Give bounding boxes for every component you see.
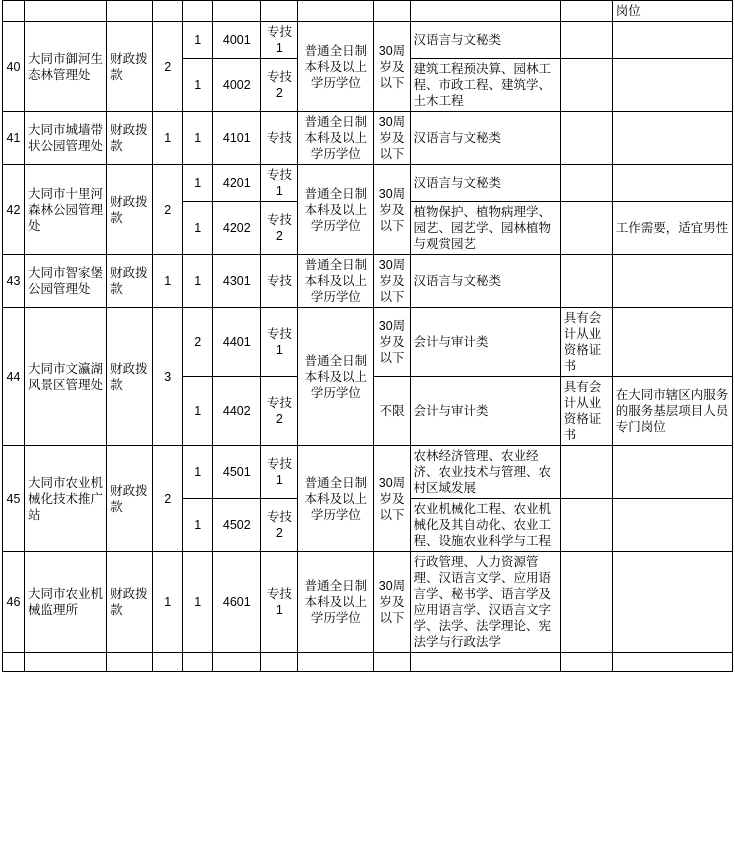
- cell-total: 1: [153, 552, 183, 653]
- cell-count: 1: [183, 377, 213, 446]
- cell-cert: [560, 552, 612, 653]
- cell-edu: 普通全日制本科及以上学历学位: [298, 255, 374, 308]
- cell-post: 专技2: [261, 377, 298, 446]
- cell-total: 1: [153, 112, 183, 165]
- cell-fund: 财政拨款: [107, 446, 153, 552]
- cell-unit: 大同市农业机械化技术推广站: [25, 446, 107, 552]
- table-row: [3, 255, 733, 308]
- cell-count: 1: [183, 499, 213, 552]
- cell-age: [374, 1, 410, 22]
- cell-post: [261, 653, 298, 672]
- table-row: [3, 165, 733, 202]
- cell-age: 30周岁及以下: [374, 112, 410, 165]
- cell-note: [612, 165, 732, 202]
- cell-total: [153, 653, 183, 672]
- cell-no: 43: [3, 255, 25, 308]
- cell-fund: [107, 653, 153, 672]
- cell-note: [612, 22, 732, 59]
- cell-code: 4601: [213, 552, 261, 653]
- position-table: [2, 0, 733, 672]
- cell-count: 1: [183, 202, 213, 255]
- cell-unit: 大同市农业机械监理所: [25, 552, 107, 653]
- cell-cert: [560, 499, 612, 552]
- cell-unit: [25, 653, 107, 672]
- cell-post: 专技1: [261, 22, 298, 59]
- cell-count: [183, 1, 213, 22]
- cell-fund: 财政拨款: [107, 165, 153, 255]
- cell-post: 专技: [261, 112, 298, 165]
- cell-fund: [107, 1, 153, 22]
- cell-age: 不限: [374, 377, 410, 446]
- cell-unit: [25, 1, 107, 22]
- cell-code: 4001: [213, 22, 261, 59]
- cell-edu: 普通全日制本科及以上学历学位: [298, 165, 374, 255]
- cell-note: 在大同市辖区内服务的服务基层项目人员专门岗位: [612, 377, 732, 446]
- cell-age: 30周岁及以下: [374, 255, 410, 308]
- cell-code: 4101: [213, 112, 261, 165]
- cell-no: 45: [3, 446, 25, 552]
- cell-major: 汉语言与文秘类: [410, 22, 560, 59]
- cell-edu: [298, 653, 374, 672]
- cell-cert: [560, 653, 612, 672]
- cell-total: [153, 1, 183, 22]
- cell-note: [612, 499, 732, 552]
- cell-total: 2: [153, 22, 183, 112]
- cell-note: [612, 552, 732, 653]
- cell-note: 工作需要，适宜男性: [612, 202, 732, 255]
- cell-code: [213, 1, 261, 22]
- cell-major: 植物保护、植物病理学、园艺、园艺学、园林植物与观赏园艺: [410, 202, 560, 255]
- cell-post: 专技: [261, 255, 298, 308]
- cell-major: 会计与审计类: [410, 377, 560, 446]
- table-row-partial: [3, 1, 733, 22]
- cell-unit: 大同市城墙带状公园管理处: [25, 112, 107, 165]
- cell-note: [612, 112, 732, 165]
- cell-age: [374, 653, 410, 672]
- cell-no: 40: [3, 22, 25, 112]
- cell-major: 汉语言与文秘类: [410, 255, 560, 308]
- cell-count: 1: [183, 255, 213, 308]
- cell-post: 专技2: [261, 202, 298, 255]
- cell-note: [612, 255, 732, 308]
- cell-cert: [560, 446, 612, 499]
- cell-no: 42: [3, 165, 25, 255]
- cell-edu: 普通全日制本科及以上学历学位: [298, 112, 374, 165]
- cell-count: [183, 653, 213, 672]
- cell-age: 30周岁及以下: [374, 22, 410, 112]
- cell-fund: 财政拨款: [107, 552, 153, 653]
- cell-count: 1: [183, 446, 213, 499]
- cell-count: 1: [183, 165, 213, 202]
- cell-note: 岗位: [612, 1, 732, 22]
- cell-note: [612, 308, 732, 377]
- cell-count: 1: [183, 59, 213, 112]
- cell-fund: 财政拨款: [107, 22, 153, 112]
- cell-major: 农业机械化工程、农业机械化及其自动化、农业工程、设施农业科学与工程: [410, 499, 560, 552]
- cell-no: 41: [3, 112, 25, 165]
- cell-cert: [560, 1, 612, 22]
- cell-count: 1: [183, 112, 213, 165]
- cell-unit: 大同市智家堡公园管理处: [25, 255, 107, 308]
- cell-no: [3, 653, 25, 672]
- cell-age: 30周岁及以下: [374, 308, 410, 377]
- cell-unit: 大同市御河生态林管理处: [25, 22, 107, 112]
- cell-major: 汉语言与文秘类: [410, 165, 560, 202]
- cell-major: 会计与审计类: [410, 308, 560, 377]
- table-row: [3, 552, 733, 653]
- cell-count: 1: [183, 552, 213, 653]
- cell-code: 4002: [213, 59, 261, 112]
- cell-no: [3, 1, 25, 22]
- cell-fund: 财政拨款: [107, 112, 153, 165]
- cell-post: 专技1: [261, 165, 298, 202]
- cell-cert: [560, 255, 612, 308]
- cell-note: [612, 446, 732, 499]
- cell-post: 专技2: [261, 499, 298, 552]
- cell-total: 2: [153, 165, 183, 255]
- cell-post: [261, 1, 298, 22]
- cell-code: 4401: [213, 308, 261, 377]
- cell-edu: 普通全日制本科及以上学历学位: [298, 552, 374, 653]
- cell-cert: [560, 22, 612, 59]
- cell-code: 4501: [213, 446, 261, 499]
- cell-edu: [298, 1, 374, 22]
- cell-cert: [560, 112, 612, 165]
- cell-note: [612, 59, 732, 112]
- cell-major: 建筑工程预决算、园林工程、市政工程、建筑学、土木工程: [410, 59, 560, 112]
- cell-note: [612, 653, 732, 672]
- table-row: [3, 308, 733, 377]
- cell-code: 4402: [213, 377, 261, 446]
- cell-count: 1: [183, 22, 213, 59]
- table-row: [3, 22, 733, 59]
- cell-unit: 大同市十里河森林公园管理处: [25, 165, 107, 255]
- cell-age: 30周岁及以下: [374, 165, 410, 255]
- cell-post: 专技1: [261, 308, 298, 377]
- cell-edu: 普通全日制本科及以上学历学位: [298, 446, 374, 552]
- cell-count: 2: [183, 308, 213, 377]
- cell-age: 30周岁及以下: [374, 552, 410, 653]
- cell-code: [213, 653, 261, 672]
- cell-total: 3: [153, 308, 183, 446]
- cell-major: 汉语言与文秘类: [410, 112, 560, 165]
- cell-post: 专技1: [261, 552, 298, 653]
- cell-fund: 财政拨款: [107, 308, 153, 446]
- table-row: [3, 112, 733, 165]
- cell-edu: 普通全日制本科及以上学历学位: [298, 22, 374, 112]
- cell-unit: 大同市文瀛湖风景区管理处: [25, 308, 107, 446]
- cell-post: 专技1: [261, 446, 298, 499]
- cell-no: 44: [3, 308, 25, 446]
- cell-cert: [560, 202, 612, 255]
- cell-cert: [560, 165, 612, 202]
- cell-cert: 具有会计从业资格证书: [560, 308, 612, 377]
- cell-cert: 具有会计从业资格证书: [560, 377, 612, 446]
- cell-no: 46: [3, 552, 25, 653]
- cell-edu: 普通全日制本科及以上学历学位: [298, 308, 374, 446]
- table-row: [3, 446, 733, 499]
- cell-code: 4301: [213, 255, 261, 308]
- cell-major: [410, 653, 560, 672]
- cell-code: 4202: [213, 202, 261, 255]
- cell-major: [410, 1, 560, 22]
- cell-major: 农林经济管理、农业经济、农业技术与管理、农村区域发展: [410, 446, 560, 499]
- table-row-partial-bottom: [3, 653, 733, 672]
- cell-post: 专技2: [261, 59, 298, 112]
- cell-major: 行政管理、人力资源管理、汉语言文学、应用语言学、秘书学、语言学及应用语言学、汉语言文字学、法学、法学理论、宪法学与行政法学: [410, 552, 560, 653]
- cell-fund: 财政拨款: [107, 255, 153, 308]
- cell-code: 4502: [213, 499, 261, 552]
- cell-age: 30周岁及以下: [374, 446, 410, 552]
- cell-total: 1: [153, 255, 183, 308]
- cell-total: 2: [153, 446, 183, 552]
- cell-code: 4201: [213, 165, 261, 202]
- cell-cert: [560, 59, 612, 112]
